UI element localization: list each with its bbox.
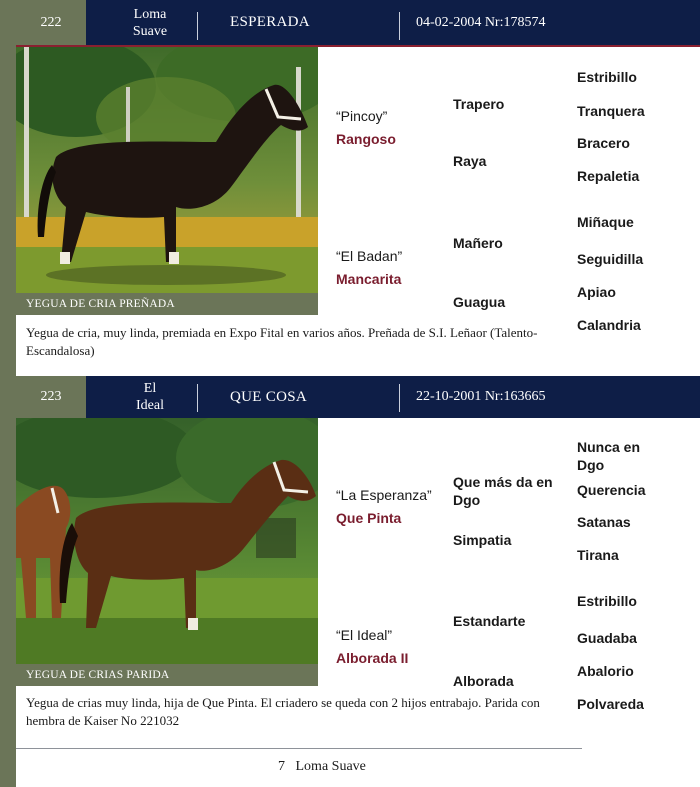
sire-nickname: “La Esperanza”	[336, 487, 432, 503]
great-grandparent: Polvareda	[577, 696, 644, 712]
sire-nickname: “Pincoy”	[336, 108, 388, 124]
grandparent: Mañero	[453, 235, 503, 251]
sire-name: Rangoso	[336, 131, 396, 147]
lot-header	[16, 0, 700, 47]
horse-photo	[16, 47, 318, 293]
great-grandparent: Estribillo	[577, 69, 637, 85]
header-divider	[197, 12, 198, 40]
grandparent: Guagua	[453, 294, 506, 310]
lot-header	[16, 376, 700, 418]
great-grandparent: Tranquera	[577, 103, 645, 119]
great-grandparent: Tirana	[577, 547, 619, 563]
great-grandparent: Satanas	[577, 514, 631, 530]
page-footer	[278, 759, 366, 775]
header-divider	[399, 12, 400, 40]
horse-description: Yegua de cria, muy linda, premiada en Expo Fital en varios años. Preñada de S.I. Leñaor (Talento-Escandalosa)	[26, 325, 538, 358]
dam-nickname: “El Badan”	[336, 248, 403, 264]
horse-description: Yegua de crias muy linda, hija de Que Pinta. El criadero se queda con 2 hijos entrabajo. Parida con hembra de Kaiser No 221032	[26, 695, 540, 728]
breeder-name: El Ideal	[136, 381, 164, 413]
great-grandparent: Nunca en Dgo	[577, 439, 641, 473]
great-grandparent: Querencia	[577, 482, 646, 498]
great-grandparent: Calandria	[577, 317, 641, 333]
dam-nickname: “El Ideal”	[336, 627, 393, 643]
footer-title: Loma Suave	[295, 759, 366, 774]
grandparent: Trapero	[453, 96, 505, 112]
page-number: 7	[278, 759, 285, 774]
great-grandparent: Estribillo	[577, 593, 637, 609]
grandparent: Estandarte	[453, 613, 526, 629]
great-grandparent: Apiao	[577, 284, 616, 300]
footer-rule	[16, 748, 582, 749]
birth-date-registry: 04-02-2004 Nr:178574	[416, 14, 546, 30]
great-grandparent: Bracero	[577, 135, 630, 151]
great-grandparent: Repaletia	[577, 168, 640, 184]
lot-number: 223	[16, 376, 86, 418]
horse-name: ESPERADA	[230, 14, 310, 30]
header-divider	[197, 384, 198, 412]
dam-name: Mancarita	[336, 271, 402, 287]
catalog-page	[16, 0, 700, 787]
grandparent: Raya	[453, 153, 487, 169]
lot-entry-223	[16, 376, 700, 748]
horse-name: QUE COSA	[230, 388, 307, 405]
great-grandparent: Guadaba	[577, 630, 637, 646]
header-divider	[399, 384, 400, 412]
breeder-name: Loma Suave	[132, 6, 168, 39]
grandparent: Alborada	[453, 673, 514, 689]
lot-number: 222	[16, 0, 86, 45]
great-grandparent: Seguidilla	[577, 251, 644, 267]
birth-date-registry: 22-10-2001 Nr:163665	[416, 389, 546, 404]
grandparent: Simpatia	[453, 532, 512, 548]
photo-caption: YEGUA DE CRIA PREÑADA	[16, 293, 318, 315]
horse-photo	[16, 418, 318, 664]
grandparent: Que más da en Dgo	[453, 474, 553, 508]
great-grandparent: Abalorio	[577, 663, 634, 679]
sire-name: Que Pinta	[336, 510, 402, 526]
dam-name: Alborada II	[336, 650, 409, 666]
photo-caption: YEGUA DE CRIAS PARIDA	[16, 664, 318, 686]
left-margin-strip	[0, 0, 16, 787]
lot-entry-222	[16, 0, 700, 376]
great-grandparent: Miñaque	[577, 214, 634, 230]
